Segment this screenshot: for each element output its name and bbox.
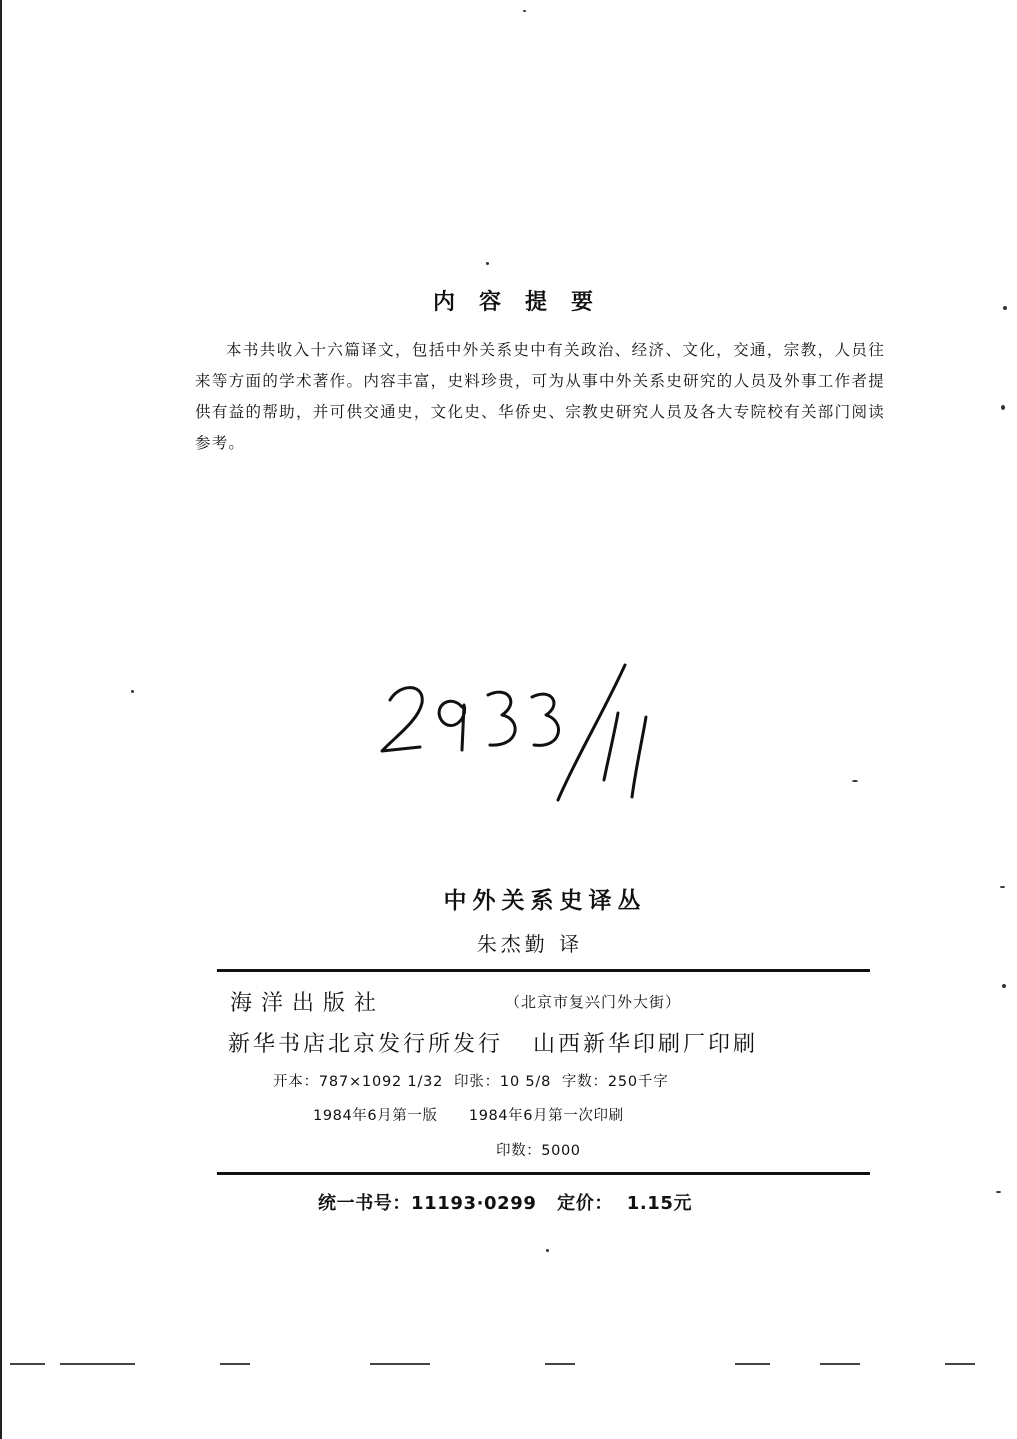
scan-speck xyxy=(1001,405,1005,410)
summary-body xyxy=(195,335,885,459)
colophon-top-rule xyxy=(217,969,870,972)
scan-dash xyxy=(945,1363,975,1365)
scan-dash xyxy=(220,1363,250,1365)
scan-speck xyxy=(1002,984,1006,988)
scan-speck xyxy=(852,780,858,782)
distribution-line: 新华书店北京发行所发行 山西新华印刷厂印刷 xyxy=(228,1032,758,1057)
scan-speck xyxy=(131,690,134,693)
colophon-bottom-rule xyxy=(217,1172,870,1175)
scan-dash xyxy=(60,1363,135,1365)
print-run: 印数：5000 xyxy=(496,1143,581,1159)
book-number-price: 统一书号：11193·0299 定价： 1.15元 xyxy=(318,1193,693,1214)
scan-speck xyxy=(1000,886,1005,888)
scan-dash xyxy=(820,1363,860,1365)
summary-title: 内容提要 xyxy=(432,290,617,315)
publisher-name: 海洋出版社 xyxy=(230,991,386,1016)
handwritten-call-number xyxy=(370,655,690,810)
scan-dash xyxy=(735,1363,770,1365)
summary-paragraph: 本书共收入十六篇译文，包括中外关系史中有关政治、经济、文化，交通，宗教，人员往来等方面的学术著作。内容丰富，史料珍贵，可为从事中外关系史研究的人员及外事工作者提供有益的帮助，并可供交通史，文化史、华侨史、宗教史研究人员及各大专院校有关部门阅读参考。 xyxy=(195,341,885,452)
scan-speck xyxy=(523,10,526,12)
scan-speck xyxy=(486,262,489,265)
publisher-address: （北京市复兴门外大街） xyxy=(505,993,682,1011)
scan-speck xyxy=(996,1191,1001,1193)
scan-dash xyxy=(545,1363,575,1365)
format-specs: 开本：787×1092 1/32 印张：10 5/8 字数：250千字 xyxy=(273,1074,669,1090)
edition-info: 1984年6月第一版 1984年6月第一次印刷 xyxy=(313,1108,624,1124)
scan-speck xyxy=(1003,306,1007,310)
series-title: 中外关系史译丛 xyxy=(443,888,647,914)
scan-dash xyxy=(370,1363,430,1365)
scan-speck xyxy=(546,1249,549,1252)
page-left-edge xyxy=(0,0,2,1439)
scan-dash xyxy=(10,1363,45,1365)
translator-line: 朱杰勤 译 xyxy=(476,932,584,956)
